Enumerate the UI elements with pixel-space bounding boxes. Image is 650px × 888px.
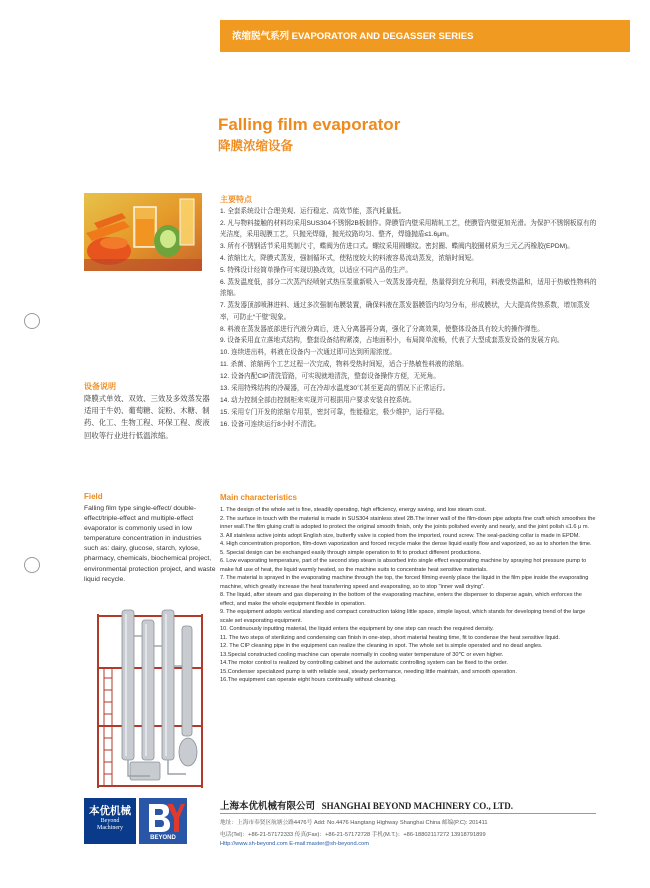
product-title-en: Falling film evaporator — [218, 115, 401, 134]
contact-address: 地址：上海市奉贤区航塘公路4476号 Add: No.4476 Hangtang Highway Shanghai China 邮编(P.C): 201411 — [220, 820, 488, 826]
company-logo-mark — [139, 798, 187, 844]
by-monogram-icon — [139, 800, 187, 836]
list-item: 14.The motor control is realized by controlling cabinet and the automatic controlling system can be fixed to the order. — [220, 660, 508, 666]
contact-phone: 电话(Tel)：+86-21-57172333 传真(Fax)：+86-21-57172728 手机(M.T.)：+86-18802117272 13918791899 — [220, 832, 486, 838]
company-name — [220, 798, 513, 812]
list-item: 8. The liquid, after steam and gas dispensing in the bottom of the evaporating machine, enters the dispenser to disperse again, which enforces the effect, and make the whole equipment flexible in operation. — [220, 592, 582, 607]
list-item: 4. 浓缩比大，降膜式蒸发，强制循环式，使粘度较大的料液容易流动蒸发，浓缩时间短。 — [220, 255, 478, 263]
list-item: 1. 全套系统设计合理美观、运行稳定、高效节能，蒸汽耗量低。 — [220, 208, 406, 215]
series-header-text: 浓缩脱气系列 EVAPORATOR AND DEGASSER SERIES — [232, 31, 474, 42]
list-item: 8. 料液在蒸发器底部进行汽液分离后，进入分离器再分离，强化了分离效果，使整体设备具有较大的操作弹性。 — [220, 325, 544, 333]
list-item: 4. High concentration proportion, film-down vaporization and forced recycle make the dense liquid easily flow and vaporized, so as to shorten the time. — [220, 541, 592, 547]
list-item: 14. 动力控制全部由控制柜来实现并可根据用户要求安装自控系统。 — [220, 397, 416, 404]
characteristics-en-heading: Main characteristics — [220, 493, 297, 502]
field-en-heading: Field — [84, 492, 103, 501]
list-item: 15. 采用专门开发的浓缩专用泵，密封可靠，性能稳定，极少维护，运行平稳。 — [220, 408, 449, 416]
list-item: 1. The design of the whole set is fine, steadily operating, high efficiency, energy saving, and low steam cost. — [220, 507, 487, 513]
company-name-cn: 上海本优机械有限公司 — [220, 801, 316, 812]
product-photo — [84, 193, 202, 271]
usage-cn-text: 降膜式单效、双效、三效及多效蒸发器适用于牛奶、葡萄糖、淀粉、木糖、制药、化工、生物工程、环保工程、废液回收等行业进行低温浓缩。 — [84, 394, 210, 440]
characteristics-en-list — [220, 506, 596, 685]
list-item: 3. All stainless active joints adopt English size, butterfly valve is copied from the imported, round screw. The seal-packing collar is made in EPDM. — [220, 532, 580, 539]
list-item: 9. 设备采用直立落地式结构，整套设备结构紧凑，占地面积小，布局简单流畅，代表了大型成套蒸发设备的发展方向。 — [220, 337, 564, 345]
evaporator-machine-image — [90, 606, 210, 794]
binder-hole-bottom — [24, 557, 40, 573]
list-item: 5. 特殊设计经简单操作可实现切换改效，以适应不同产品的生产。 — [220, 267, 412, 275]
list-item: 15.Condenser specialized pump is with reliable seal, steady performance, needing little maintain, and smooth operation. — [220, 668, 517, 675]
list-item: 7. 蒸发器顶部喷淋进料、通过多次强制布膜装置，确保料液在蒸发器膜管内均匀分布，形成膜状，大大提高传热系数，增加蒸发率，可防止“干壁”现象。 — [220, 302, 590, 321]
logo-en-machinery: Machinery — [97, 825, 123, 831]
logo-en-beyond: Beyond — [100, 818, 120, 824]
list-item: 3. 所有不锈钢活节采用英制尺寸，蝶阀为仿进口式。螺纹采用圆螺纹。密封圈、蝶阀内胶圈材质为三元乙丙橡胶(EPDM)。 — [220, 243, 574, 251]
list-item: 2. The surface in touch with the material is made in SUS304 stainless steel 2B.The inner wall of the film-down pipe adopts fine craft which smoothes the inner wall.The film gluing craft is adopted to protect the original smooth finish, only the joints polished evenly and nearly, and the joint polish ≤1.6 μ m. — [220, 515, 596, 530]
list-item: 13. 采用特殊结构的冷凝器，可在冷却水温度30℃甚至更高的情况下正常运行。 — [220, 385, 450, 393]
product-title-cn: 降膜浓缩设备 — [218, 139, 294, 153]
field-en-text: Falling film type single-effect/ double-effect/triple-effect and multiple-effect evaporator is commonly used in low temperature concentration in industries such as: dairy, glucose, starch, xylose, pharmacy, chemicals, biochemical project, environmental protection project, and waste liquid recycle. — [84, 505, 216, 583]
list-item: 6. Low evaporating temperature, part of the second step steam is absorbed into single effect evaporating machine by spraying hot pressure pump to make full use of heat, the liquid warmly heated, so the machine suits to concentrate heat sensitive materials. — [220, 558, 587, 573]
list-item: 6. 蒸发温度低，部分二次蒸汽经喷射式热压泵重新吸入一效蒸发器壳程，热量得到充分利用，料液受热温和，适用于热敏性物料的浓缩。 — [220, 278, 597, 298]
list-item: 16.The equipment can operate eight hours continually without cleaning. — [220, 677, 397, 683]
list-item: 12. The CIP cleaning pipe in the equipment can realize the cleaning in spot. The whole set is simple operated and no dead angles. — [220, 643, 543, 649]
usage-cn-heading: 设备说明 — [84, 382, 116, 391]
features-cn-heading: 主要特点 — [220, 195, 252, 204]
list-item: 11. 杀菌、浓缩两个工艺过程一次完成，物料受热时间短，适合于热敏性料液的浓缩。 — [220, 361, 468, 369]
list-item: 10. 连续进出料，料液在设备内一次通过即可达到所需浓度。 — [220, 349, 396, 357]
logo-en-brand: BEYOND — [150, 835, 176, 841]
binder-hole-top — [24, 313, 40, 329]
list-item: 12. 设备内配CIP清洗管路，可实现就地清洗，整套设备操作方便，无死角。 — [220, 373, 440, 381]
features-cn-list — [220, 206, 598, 431]
contact-web[interactable]: Http://www.sh-beyond.com E-mail:master@sh-beyond.com — [220, 841, 369, 847]
list-item: 9. The equipment adopts vertical standing and compact construction taking little space, simple layout, which stands for developing trend of the large scale set evaporating equipment. — [220, 609, 586, 624]
list-item: 11. The two steps of sterilizing and condensing can finish in one-step, short material heating time, fit to condense the heat sensitive liquid. — [220, 634, 560, 641]
list-item: 7. The material is sprayed in the evaporating machine through the top, the forced filming evenly place the liquid in the film pipe inside the evaporating machine, which greatly increase the heat transferring speed and evaporating, so to stop "inner wall drying". — [220, 575, 589, 590]
list-item: 16. 设备可连续运行8小时不清洗。 — [220, 420, 321, 428]
list-item: 2. 凡与物料接触的材料均采用SUS304不锈钢2B板制作。降膜管内壁采用精轧工艺，使膜管内壁更加光滑。为保护不锈钢板原有的光洁度，采用现膜工艺，只抛光焊缝，抛光纹路均匀、整齐，焊缝抛盾≤1.6μm。 — [220, 219, 597, 239]
company-name-en: SHANGHAI BEYOND MACHINERY CO., LTD. — [321, 801, 513, 811]
list-item: 5. Special design can be exchanged easily through simple operation to fit to product different productions. — [220, 549, 482, 556]
footer-divider — [220, 813, 596, 814]
company-logo-text — [84, 798, 136, 844]
list-item: 13.Special constructed cooling machine can operate normally in cooling water temperature of 30℃ or even higher. — [220, 651, 504, 658]
list-item: 10. Continuously inputting material, the liquid enters the equipment by one step can reach the required density. — [220, 626, 494, 632]
logo-cn: 本优机械 — [89, 805, 131, 817]
